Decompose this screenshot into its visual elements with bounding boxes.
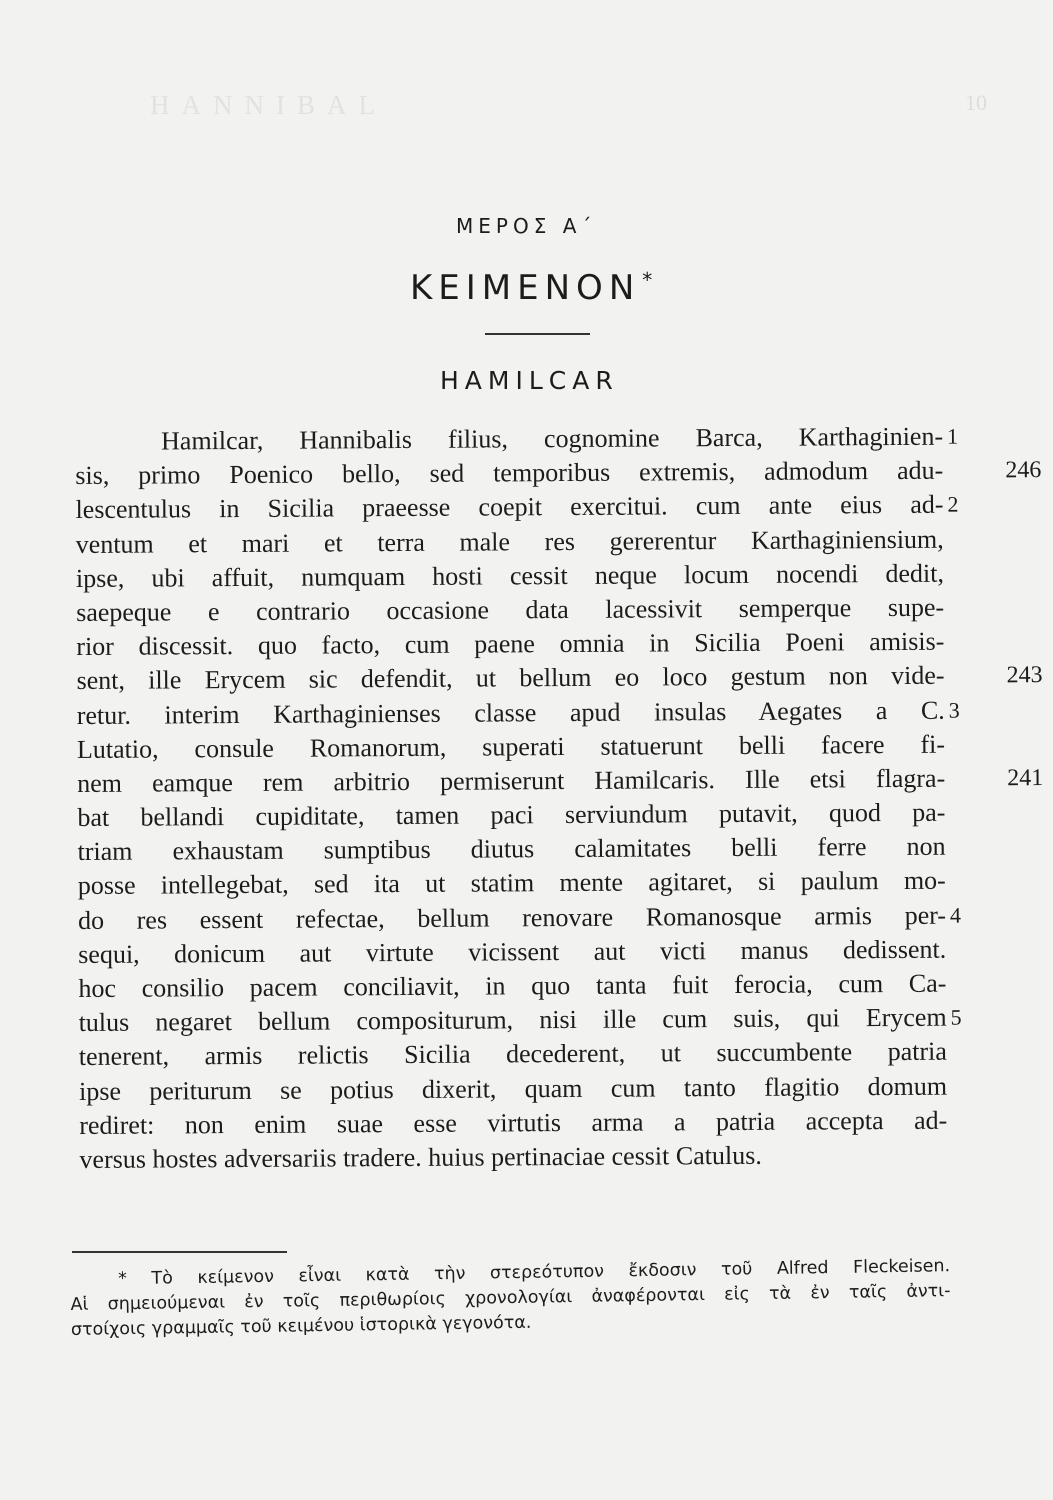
text-line: ipse, ubi affuit, numquam hosti cessit neque locum nocendi dedit, [75, 558, 945, 593]
text-line: rior discessit. quo facto, cum paene omnia in Sicilia Poeni amisis- [76, 626, 945, 662]
bleed-through-running-header: HANNIBAL [150, 90, 387, 120]
text-line: ventum et mari et terra male res gererentur Karthaginiensium, [75, 524, 944, 559]
margin-year: 243 [1006, 662, 1043, 689]
text-line: tulus negaret bellum compositurum, nisi ille cum suis, qui Erycem 5 [79, 1001, 947, 1040]
footnote-line: Αἱ σημειούμεναι ἐν τοῖς περιθωρίοις χρονολογίαι ἀναφέρονται εἰς τὰ ἐν ταῖς ἀντι- [70, 1281, 951, 1315]
margin-year: 241 [1007, 764, 1044, 792]
title-divider [485, 333, 590, 335]
text-line: sent, ille Erycem sic defendit, ut bellum eo loco gestum non vide- 243 [76, 659, 944, 698]
chapter-number: 4 [949, 902, 962, 928]
text-line: sequi, donicum aut virtute vicissent aut victi manus dedissent. [78, 934, 947, 969]
section-subtitle: HAMILCAR [440, 366, 619, 395]
text-line: bat bellandi cupiditate, tamen paci serviundum putavit, quod pa- [77, 797, 946, 833]
text-line: posse intellegebat, sed ita ut statim mente agitaret, si paulum mo- [77, 866, 946, 901]
text-line: triam exhaustam sumptibus diutus calamitates belli ferre non [77, 831, 946, 867]
chapter-number: 3 [948, 697, 960, 723]
chapter-number: 5 [950, 1004, 962, 1030]
title-text: ΚΕΙΜΕΝΟΝ [410, 268, 641, 308]
text-line: versus hostes adversariis tradere. huius pertinaciae cessit Catulus. [79, 1140, 762, 1174]
text-line: hoc consilio pacem conciliavit, in quo tanta fuit ferocia, cum Ca- [78, 968, 947, 1003]
page-title [410, 268, 652, 308]
text-line: do res essent refectae, bellum renovare Romanosque armis per- 4 [78, 898, 946, 937]
footnote-marker: * [642, 268, 653, 292]
chapter-number: 1 [947, 423, 959, 449]
footnote-line: * Τὸ κείμενον εἶναι κατὰ τὴν στερεότυπον ἔκδοσιν τοῦ Alfred Fleckeisen. [118, 1256, 951, 1290]
part-heading: ΜΕΡΟΣ Α΄ [456, 214, 597, 238]
text-line: retur. interim Karthaginienses classe apud insulas Aegates a C. 3 [77, 693, 945, 732]
footnote [70, 1254, 951, 1343]
text-line: nem eamque rem arbitrio permiserunt Hamilcaris. Ille etsi flagra- 241 [77, 762, 945, 801]
text-line: sis, primo Poenico bello, sed temporibus extremis, admodum adu- 246 [75, 454, 943, 493]
main-text [75, 420, 1044, 1177]
text-line: tenerent, armis relictis Sicilia decederent, ut succumbente patria [78, 1037, 947, 1072]
footnote-divider [72, 1251, 287, 1253]
text-line: lescentulus in Sicilia praeesse coepit exercitui. cum ante eius ad- 2 [75, 488, 943, 527]
chapter-number: 2 [947, 491, 959, 518]
text-line: rediret: non enim suae esse virtutis arma a patria accepta ad- [79, 1105, 948, 1140]
text-line: Hamilcar, Hannibalis filius, cognomine Barca, Karthaginien- 1 [75, 420, 943, 459]
margin-year: 246 [1005, 457, 1042, 484]
bleed-through-page-number: 10 [965, 90, 987, 115]
footnote-line: στοίχοις γραμμαῖς τοῦ κειμένου ἱστορικὰ γεγονότα. [70, 1312, 532, 1340]
text-line: ipse periturum se potius dixerit, quam cum tanto flagitio domum [78, 1071, 948, 1106]
text-line: Lutatio, consule Romanorum, superati statuerunt belli facere fi- [76, 729, 946, 764]
text-line: saepeque e contrario occasione data lacessivit semperque supe- [76, 592, 945, 627]
